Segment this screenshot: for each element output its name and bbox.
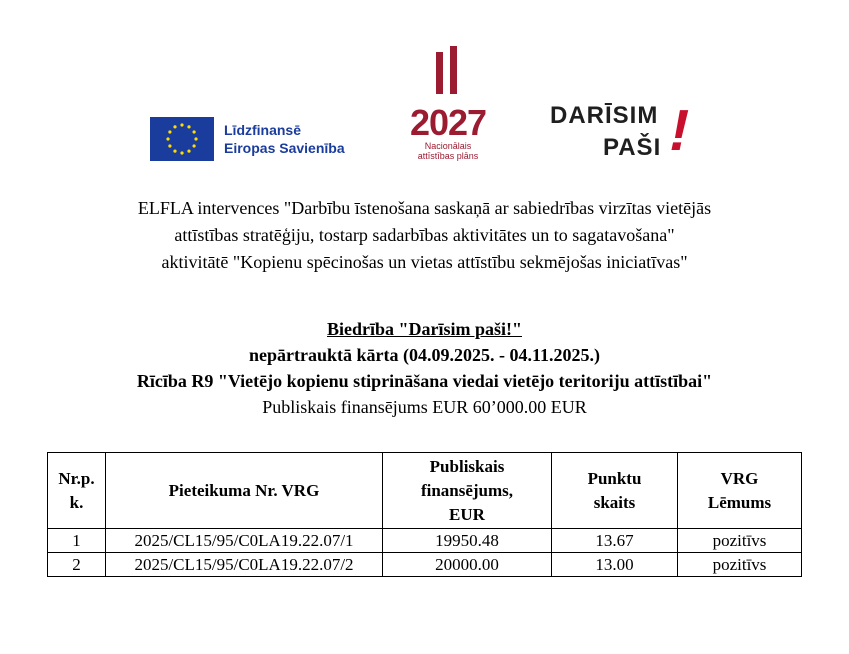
intro-line: aktivitātē "Kopienu spēcinošas un vietas attīstību sekmējošas iniciatīvas" bbox=[161, 252, 688, 272]
table-row bbox=[48, 529, 802, 553]
eu-stars-icon bbox=[150, 117, 214, 161]
cell-decision: pozitīvs bbox=[678, 529, 802, 553]
cell-points: 13.00 bbox=[552, 553, 678, 577]
eu-logo-line1: Līdzfinansē bbox=[224, 122, 302, 138]
exclamation-icon: ! bbox=[663, 98, 697, 163]
header-funding-line1: Publiskais bbox=[429, 456, 505, 476]
cell-funding: 19950.48 bbox=[383, 529, 552, 553]
intro-line: ELFLA intervences "Darbību īstenošana saskaņā ar sabiedrības virzītas vietējās bbox=[137, 198, 712, 218]
nap-caption-line2: attīstības plāns bbox=[417, 151, 479, 161]
eu-flag-icon bbox=[150, 117, 214, 161]
header-funding-line2: finansējums, bbox=[420, 480, 514, 500]
cell-points: 13.67 bbox=[552, 529, 678, 553]
darisim-pasi-logo bbox=[548, 100, 698, 165]
header-nr-line2: k. bbox=[69, 492, 84, 512]
table-header-row bbox=[48, 453, 802, 529]
organization-name: Biedrība "Darīsim paši!" bbox=[327, 319, 522, 339]
header-points-line1: Punktu bbox=[587, 468, 642, 488]
results-table bbox=[47, 452, 802, 577]
action-title: Rīcība R9 "Vietējo kopienu stiprināšana viedai vietējo teritoriju attīstībai" bbox=[136, 371, 713, 391]
nap-caption-line1: Nacionālais bbox=[424, 141, 472, 151]
cell-decision: pozitīvs bbox=[678, 553, 802, 577]
eu-logo-line2: Eiropas Savienība bbox=[224, 140, 345, 156]
eu-logo-text bbox=[224, 121, 345, 157]
cell-application: 2025/CL15/95/C0LA19.22.07/1 bbox=[106, 529, 383, 553]
header-decision bbox=[678, 453, 802, 529]
announcement-heading bbox=[0, 316, 849, 420]
nap-caption bbox=[400, 141, 496, 161]
header-decision-line2: Lēmums bbox=[707, 492, 772, 512]
funding-total: Publiskais finansējums EUR 60’000.00 EUR bbox=[262, 397, 587, 417]
intro-paragraph bbox=[0, 195, 849, 276]
nap-bars-icon bbox=[400, 46, 496, 102]
round-dates: nepārtrauktā kārta (04.09.2025. - 04.11.2025.) bbox=[249, 345, 600, 365]
cell-application: 2025/CL15/95/C0LA19.22.07/2 bbox=[106, 553, 383, 577]
header-application: Pieteikuma Nr. VRG bbox=[106, 453, 383, 529]
header-nr-line1: Nr.p. bbox=[58, 468, 95, 488]
header-decision-line1: VRG bbox=[720, 468, 759, 488]
eu-cofinanced-logo bbox=[150, 117, 345, 161]
header-funding-line3: EUR bbox=[449, 504, 485, 524]
darisim-logo-line1: DARĪSIM bbox=[550, 102, 659, 129]
nap-2027-logo bbox=[400, 46, 496, 166]
nap-number: 2027 bbox=[409, 102, 487, 143]
darisim-logo-line2: PAŠI bbox=[603, 134, 662, 161]
cell-funding: 20000.00 bbox=[383, 553, 552, 577]
header-funding bbox=[383, 453, 552, 529]
header-points bbox=[552, 453, 678, 529]
intro-line: attīstības stratēģiju, tostarp sadarbības aktivitātes un to sagatavošana" bbox=[174, 225, 675, 245]
header-points-line2: skaits bbox=[593, 492, 636, 512]
cell-nr: 2 bbox=[48, 553, 106, 577]
cell-nr: 1 bbox=[48, 529, 106, 553]
table-row bbox=[48, 553, 802, 577]
header-nr bbox=[48, 453, 106, 529]
